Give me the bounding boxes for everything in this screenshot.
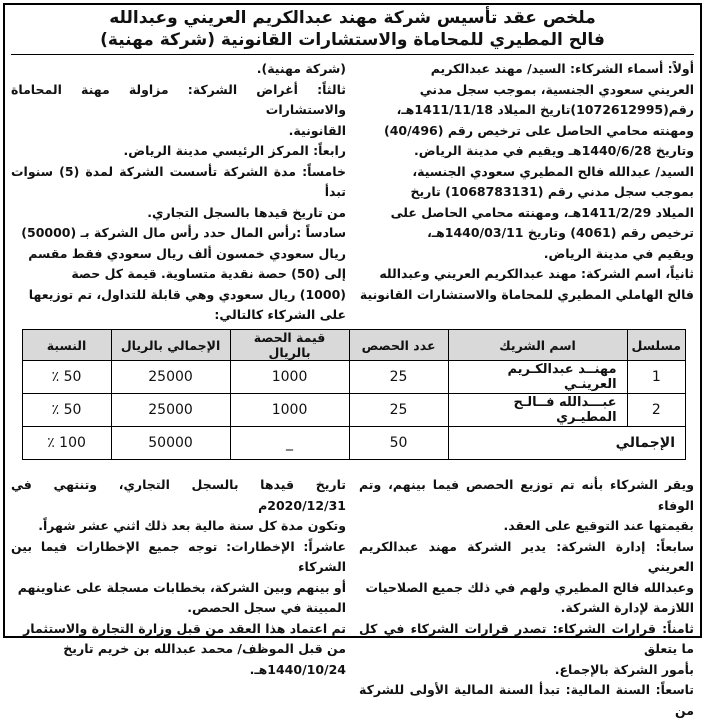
cell-total: 25000 [111,361,230,394]
text-line: من تاريخ قيدها بالسجل التجاري. [147,204,346,220]
shares-table [22,329,686,460]
text-line: أولاً: أسماء الشركاء: السيد/ مهند عبدالكريم [430,61,694,76]
text-line: بقيمتها عند التوقيع على العقد. [503,518,694,533]
cell-percentage: 50 ٪ [22,394,111,427]
text-line: أو بينهم وبين الشركة، بخطابات مسجلة على عناوينهم [17,579,346,595]
text-line: العريني سعودي الجنسية، بموجب سجل مدني [419,81,694,97]
cell-share-value: 1000 [230,394,349,427]
text-line: خامساً: مدة الشركة تأسست الشركة لمدة (5) سنوات تبدأ [11,163,346,199]
table-header-row [22,330,685,361]
bottom-columns [11,475,694,718]
bottom-right-column [359,475,694,721]
title-divider [11,54,694,55]
text-line: ويقر الشركاء بأنه تم توزيع الحصص فيما بينهم، وتم الوفاء [359,477,694,513]
text-line: ويقيم في مدينة الرياض. [543,245,694,261]
text-line: ترخيص رقم (4061) وتاريخ 1440/03/11هـ، [427,225,694,240]
text-line: رابعاً: المركز الرئيسي مدينة الرياض. [123,143,346,158]
text-line: ثانياً، اسم الشركة: مهند عبدالكريم العريني وعبدالله [379,266,694,281]
text-line: القانونية. [288,122,346,138]
text-line: 1440/10/24هـ. [249,661,346,677]
cell-serial: 2 [627,394,685,427]
text-line: عاشراً: الإخطارات: توجه جميع الإخطارات فيما بين الشركاء [11,538,346,574]
left-column [11,59,346,326]
bottom-left-column [11,475,346,680]
summary-share-count: 50 [349,427,448,460]
cell-share-value: 1000 [230,361,349,394]
text-line: الميلاد 1411/2/29هـ، ومهنته محامي الحاصل على [390,204,694,220]
text-line: تم اعتماد هذا العقد من قبل وزارة التجارة والاستثمار [23,620,346,636]
text-line: إلى (50) حصة نقدية متساوية. قيمة كل حصة [71,266,346,281]
top-columns [11,59,694,324]
summary-share-value: _ [230,427,349,460]
text-line: تاسعاً: السنة المالية: تبدأ السنة المالية الأولى للشركة من [359,682,694,718]
header-share-value: قيمة الحصة بالريال [230,330,349,361]
text-line: المبينة في سجل الحصص. [187,600,346,615]
text-line: ريال سعودي خمسون ألف ريال سعودي فقط مقسم [28,245,346,261]
header-partner-name: اسم الشريك [448,330,627,361]
cell-serial: 1 [627,361,685,394]
summary-label: الإجمالي [448,427,685,460]
cell-partner-name: عبـــدالله فــالـح المطيـري [448,394,627,427]
text-line: السيد/ عبدالله فالح المطيري سعودي الجنسية، [412,163,694,179]
text-line: من قبل الموظف/ محمد عبدالله بن خريم تاريخ [63,641,346,656]
header-percentage: النسبة [22,330,111,361]
cell-partner-name: مهنــد عبدالكـريم العرينـي [448,361,627,394]
text-line: رقم(1072612995)تاريخ الميلاد 1411/11/18هـ، [396,102,694,117]
notice-title [5,7,700,51]
summary-total: 50000 [111,427,230,460]
text-line: تاريخ قيدها بالسجل التجاري، وتنتهي في 2020/12/31م [11,477,346,513]
title-line-2: فالح المطيري للمحاماة والاستشارات القانونية (شركة مهنية) [100,30,605,50]
text-line: ثالثاً: أغراض الشركة: مزاولة مهنة المحاماة والاستشارات [11,81,346,117]
text-line: فالح الهاملي المطيري للمحاماة والاستشارات القانونية [359,286,694,302]
cell-total: 25000 [111,394,230,427]
text-line: سابعاً: إدارة الشركة: يدير الشركة مهند عبدالكريم العريني [359,538,694,574]
table-summary-row [22,427,685,460]
header-total: الإجمالي بالريال [111,330,230,361]
title-line-1: ملخص عقد تأسيس شركة مهند عبدالكريم العريني وعبدالله [109,8,596,28]
cell-share-count: 25 [349,394,448,427]
legal-notice [3,3,702,718]
text-line: بموجب سجل مدني رقم (1068783131) تاريخ [410,184,694,199]
text-line: (1000) ريال سعودي وهي قابلة للتداول، تم توزيعها [28,286,346,302]
text-line: ومهنته محامي الحاصل على ترخيص رقم (40/496) [383,122,694,138]
text-line: وعبدالله فالح المطيري ولهم في ذلك جميع الصلاحيات [365,579,694,595]
text-line: (شركة مهنية). [256,61,346,76]
right-column [359,59,694,305]
text-line: على الشركاء كالتالي: [214,307,346,322]
header-share-count: عدد الحصص [349,330,448,361]
header-serial: مسلسل [627,330,685,361]
text-line: بأمور الشركة بالإجماع. [554,661,694,677]
table-row [22,361,685,394]
summary-percentage: 100 ٪ [22,427,111,460]
text-line: وتاريخ 1440/6/28هـ ويقيم في مدينة الرياض. [413,143,694,158]
table-row [22,394,685,427]
text-line: وتكون مدة كل سنة مالية بعد ذلك اثني عشر شهراً. [38,518,346,533]
text-line: اللازمة لإدارة الشركة. [560,600,694,615]
cell-percentage: 50 ٪ [22,361,111,394]
cell-share-count: 25 [349,361,448,394]
text-line: سادساً :رأس المال حدد رأس مال الشركة بـ (50000) [21,225,346,240]
text-line: ثامناً: قرارات الشركاء: تصدر قرارات الشركاء في كل ما يتعلق [359,620,694,656]
